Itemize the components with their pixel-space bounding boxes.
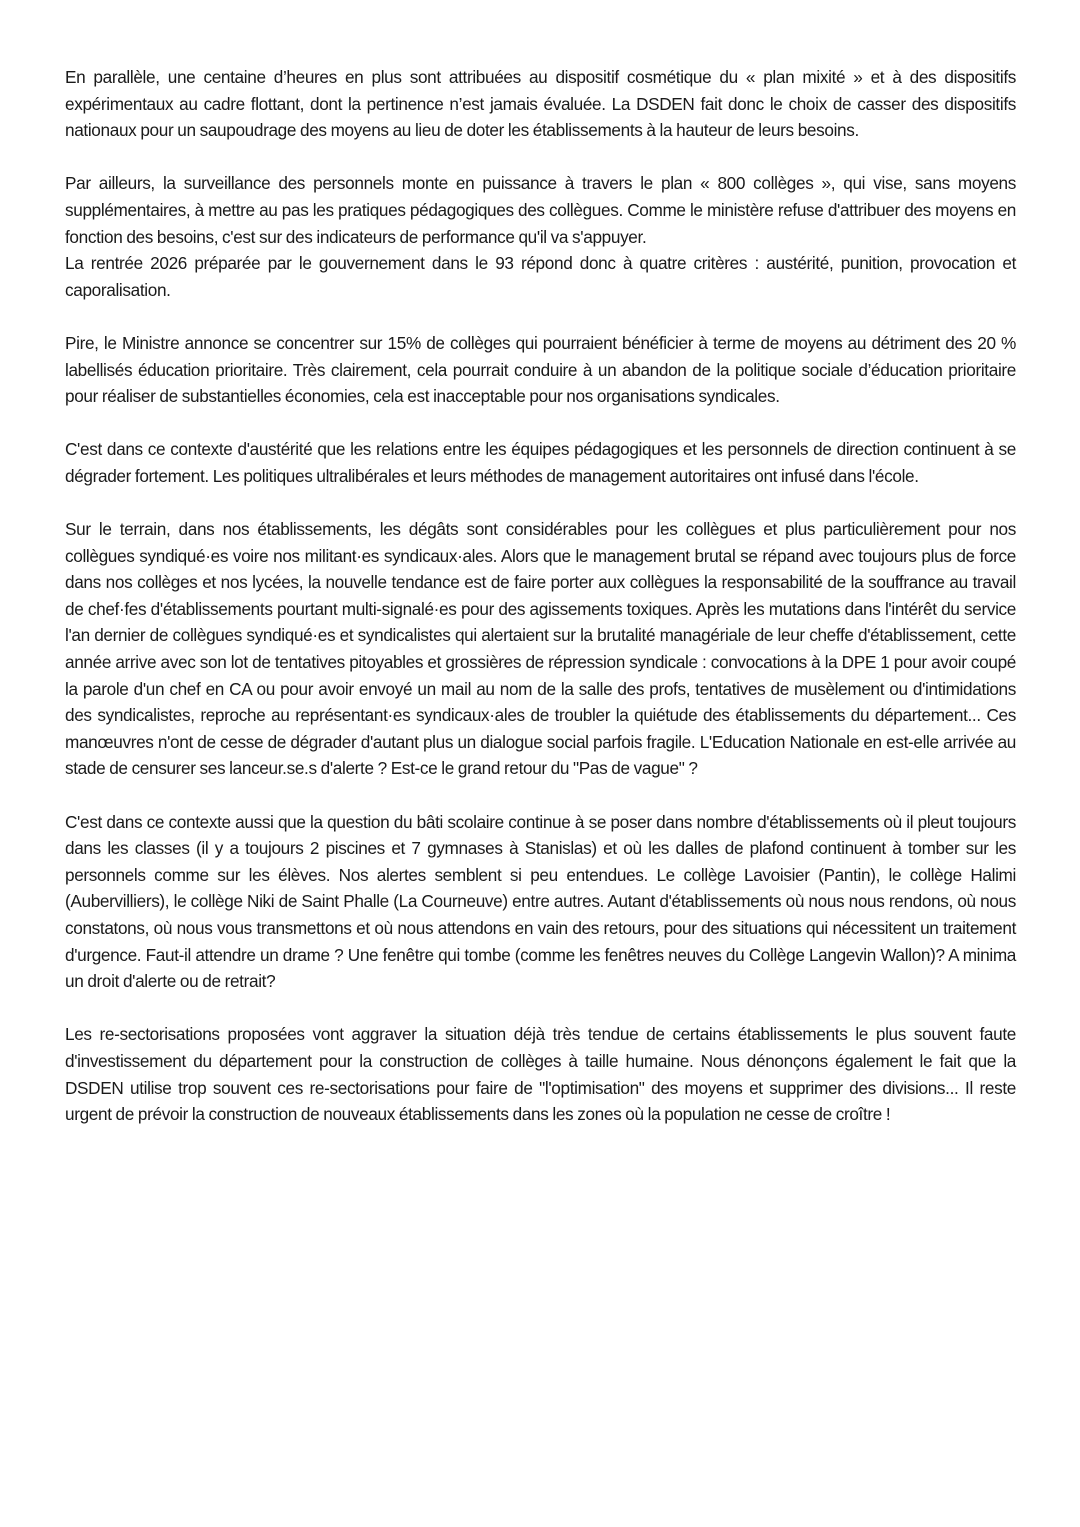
paragraph-re-sectorisations: Les re-sectorisations proposées vont aggraver la situation déjà très tendue de certains établissements le plus souvent faute d'investissement du département pour la construction de collèges à taille humaine. Nous dénonçons également le fait que la DSDEN utilise trop souvent ces re-sectorisations pour faire de "l'optimisation" des moyens et supprimer des divisions... Il reste urgent de prévoir la construction de nouveaux établissements dans les zones où la population ne cesse de croître ! xyxy=(65,1024,1016,1125)
paragraph-plan-mixite: En parallèle, une centaine d’heures en plus sont attribuées au dispositif cosmétique du « plan mixité » et à des dispositifs expérimentaux au cadre flottant, dont la pertinence n’est jamais évaluée. La DSDEN fait donc le choix de casser des dispositifs nationaux pour un saupoudrage des moyens au lieu de doter les établissements à la hauteur de leurs besoins. xyxy=(65,67,1016,141)
paragraph-repression-syndicale: Sur le terrain, dans nos établissements, les dégâts sont considérables pour les collègues et plus particulièrement pour nos collègues syndiqué·es voire nos militant·es syndicaux·ales. Alors que le management brutal se répand avec toujours plus de force dans nos collèges et nos lycées, la nouvelle tendance est de faire porter aux collègues la responsabilité de la souffrance au travail de chef·fes d'établissements pourtant multi-signalé·es pour des agissements toxiques. Après les mutations dans l'intérêt du service l'an dernier de collègues syndiqué·es et syndicalistes qui alertaient sur la brutalité managériale de leur cheffe d'établissement, cette année arrive avec son lot de tentatives pitoyables et grossières de répression syndicale : convocations à la DPE 1 pour avoir coupé la parole d'un chef en CA ou pour avoir envoyé un mail au nom de la salle des profs, tentatives de musèlement ou d'intimidations des syndicalistes, reproche au représentant·es syndicaux·ales de troubler la quiétude des établissements du département... Ces manœuvres n'ont de cesse de dégrader d'autant plus un dialogue social parfois fragile. L'Education Nationale en est-elle arrivée au stade de censurer ses lanceur.se.s d'alerte ? Est-ce le grand retour du "Pas de vague" ? xyxy=(65,519,1016,779)
paragraph-bati-scolaire: C'est dans ce contexte aussi que la question du bâti scolaire continue à se poser dans nombre d'établissements où il pleut toujours dans les classes (il y a toujours 2 piscines et 7 gymnases à Stanislas) et où les dalles de plafond continuent à tomber sur les personnels comme sur les élèves. Nos alertes semblent si peu entendues. Le collège Lavoisier (Pantin), le collège Halimi (Aubervilliers), le collège Niki de Saint Phalle (La Courneuve) entre autres. Autant d'établissements où nous nous rendons, où nous constatons, où nous vous transmettons et où nous attendons en vain des retours, pour des situations qui nécessitent un traitement d'urgence. Faut-il attendre un drame ? Une fenêtre qui tombe (comme les fenêtres neuves du Collège Langevin Wallon)? A minima un droit d'alerte ou de retrait? xyxy=(65,811,1016,992)
paragraph-relations-direction: C'est dans ce contexte d'austérité que les relations entre les équipes pédagogiques et les personnels de direction continuent à se dégrader fortement. Les politiques ultralibérales et leurs méthodes de management autoritaires ont infusé dans l'école. xyxy=(65,439,1016,486)
paragraph-plan-800-colleges: Par ailleurs, la surveillance des personnels monte en puissance à travers le plan « 800 collèges », qui vise, sans moyens supplémentaires, à mettre au pas les pratiques pédagogiques des collègues. Comme le ministère refuse d'attribuer des moyens en fonction des besoins, c'est sur des indicateurs de performance qu'il va s'appuyer. xyxy=(65,173,1016,247)
document-page xyxy=(65,64,1016,1154)
paragraph-rentree-2026: La rentrée 2026 préparée par le gouvernement dans le 93 répond donc à quatre critères : austérité, punition, provocation et caporalisation. xyxy=(65,253,1016,300)
paragraph-education-prioritaire: Pire, le Ministre annonce se concentrer sur 15% de collèges qui pourraient bénéficier à terme de moyens au détriment des 20 % labellisés éducation prioritaire. Très clairement, cela pourrait conduire à un abandon de la politique sociale d’éducation prioritaire pour réaliser de substantielles économies, cela est inacceptable pour nos organisations syndicales. xyxy=(65,332,1016,407)
